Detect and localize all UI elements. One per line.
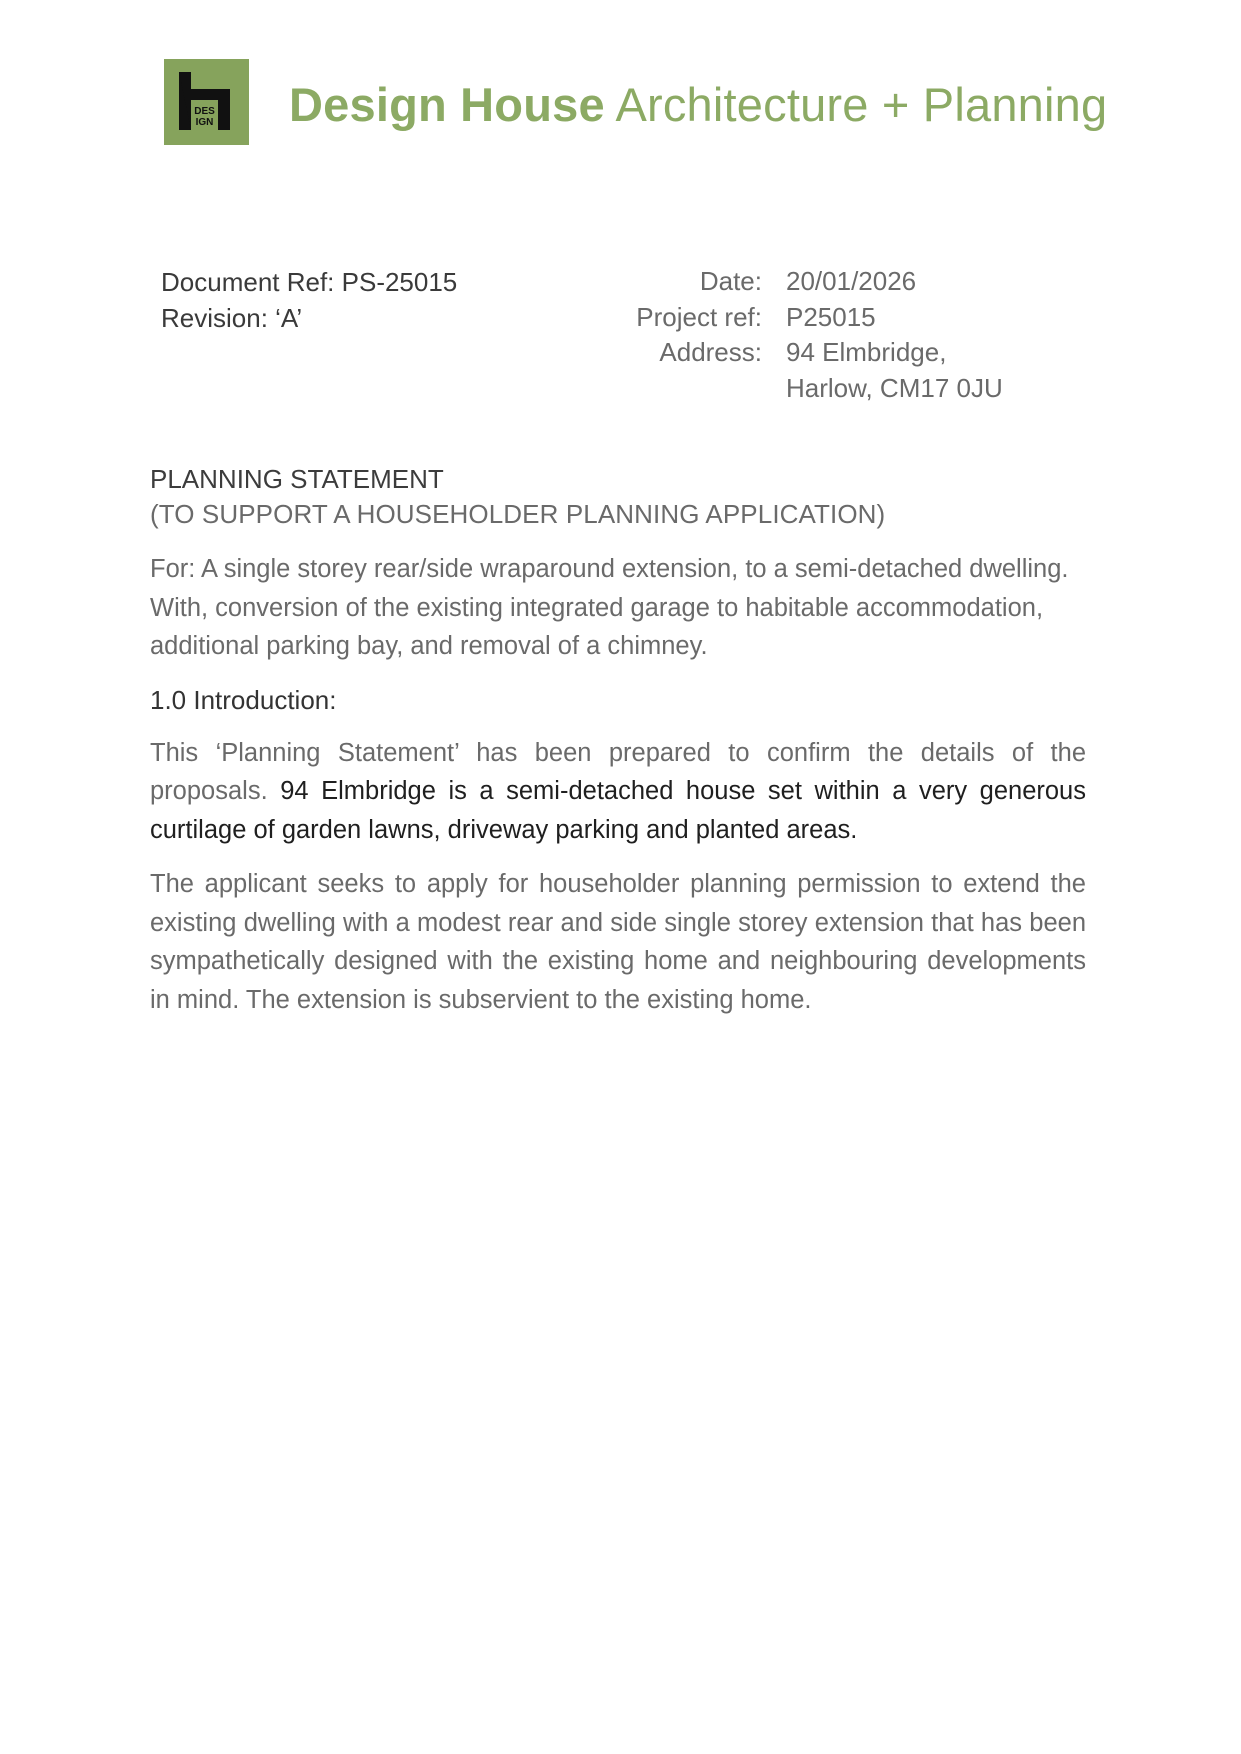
logo-text-top: DES [194, 106, 215, 117]
company-name-light: Architecture + Planning [604, 78, 1108, 131]
document-subtitle: (TO SUPPORT A HOUSEHOLDER PLANNING APPLICATION) [150, 499, 886, 529]
section-heading-introduction: 1.0 Introduction: [150, 684, 337, 715]
company-logo [164, 59, 249, 145]
company-name-bold: Design House [289, 78, 605, 131]
address-line-2: Harlow, CM17 0JU [786, 372, 1003, 403]
intro-p1-part-b: 94 Elmbridge is a semi-detached house set within a very generous curtilage of garden lawns, driveway parking and planted areas. [150, 777, 1086, 844]
company-name [289, 76, 1107, 134]
address-line-1: 94 Elmbridge, [786, 337, 947, 367]
date-value: 20/01/2026 [786, 266, 917, 296]
document-body [150, 462, 1086, 1035]
proposal-description: For: A single storey rear/side wraparound extension, to a semi-detached dwelling. With, conversion of the existing integrated garage to habitable accommodation, additional parking bay, and removal of a chimney. [150, 555, 1069, 660]
introduction-paragraph-1 [150, 734, 1086, 850]
document-ref: Document Ref: PS-25015 [161, 267, 458, 297]
document-title: PLANNING STATEMENT [150, 464, 444, 494]
address-label-spacer [600, 371, 762, 407]
logo-text-bottom: IGN [195, 117, 214, 128]
document-reference-block [161, 264, 457, 336]
address-label: Address: [659, 337, 762, 367]
project-ref-label: Project ref: [636, 301, 762, 332]
revision: Revision: ‘A’ [161, 303, 303, 333]
date-label: Date: [699, 266, 762, 296]
intro-p1-part-a: This ‘Planning Statement’ has been prepared to confirm the details of the proposals. [150, 738, 1086, 805]
project-ref-value: P25015 [786, 301, 876, 332]
house-logo-icon [164, 59, 249, 145]
project-details [600, 264, 1003, 406]
introduction-paragraph-2: The applicant seeks to apply for householder planning permission to extend the existing dwelling with a modest rear and side single storey extension that has been sympathetically designed with the existing home and neighbouring developments in mind. The extension is subservient to the existing home. [150, 870, 1086, 1014]
